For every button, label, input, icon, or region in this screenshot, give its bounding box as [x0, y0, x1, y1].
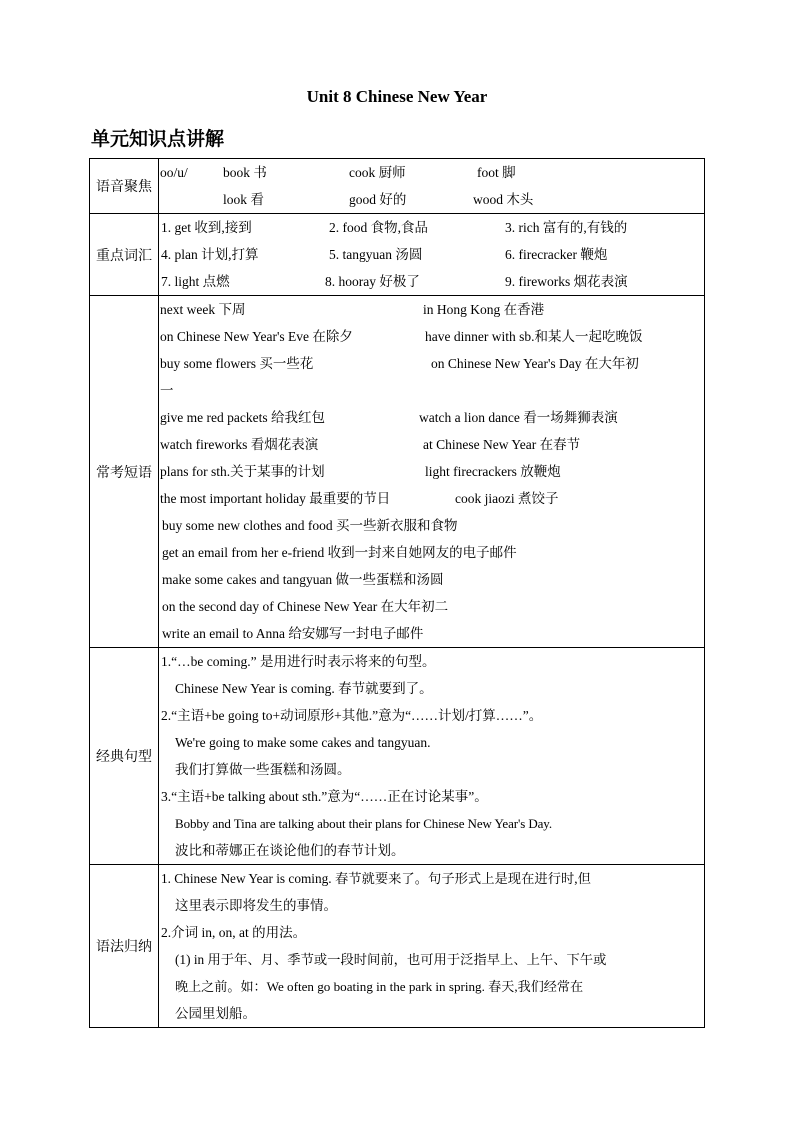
list-item-continuation: 公园里划船。 — [175, 1006, 256, 1021]
list-item — [159, 350, 704, 377]
row-label-vocab: 重点词汇 — [90, 214, 159, 296]
phonics-word: wood 木头 — [473, 192, 534, 207]
list-item: 1.“…be coming.” 是用进行时表示将来的句型。 — [161, 654, 436, 669]
table-row-phonics — [90, 159, 705, 214]
vocab-content — [159, 214, 705, 296]
phrase: on the second day of Chinese New Year 在大年初二 — [162, 599, 449, 614]
phonics-content — [159, 159, 705, 214]
phrase: plans for sth.关于某事的计划 — [160, 464, 325, 479]
phonics-word: cook 厨师 — [349, 165, 406, 180]
list-item — [159, 566, 704, 593]
list-item — [159, 512, 704, 539]
grammar-content — [159, 865, 705, 1028]
list-item — [159, 323, 704, 350]
phrase: watch a lion dance 看一场舞狮表演 — [419, 410, 618, 425]
phrase: buy some new clothes and food 买一些新衣服和食物 — [162, 518, 458, 533]
phrase: at Chinese New Year 在春节 — [423, 437, 581, 452]
vocab-word: 1. get 收到,接到 — [161, 220, 252, 235]
phrase: the most important holiday 最重要的节日 — [160, 491, 391, 506]
phrase: on Chinese New Year's Day 在大年初 — [431, 356, 639, 371]
row-label-sentences: 经典句型 — [90, 648, 159, 865]
list-item: 2.“主语+be going to+动词原形+其他.”意为“……计划/打算……”。 — [161, 708, 543, 723]
phrase: light firecrackers 放鞭炮 — [425, 464, 561, 479]
phrase: on Chinese New Year's Eve 在除夕 — [160, 329, 353, 344]
table-row-vocab — [90, 214, 705, 296]
list-item: 3.“主语+be talking about sth.”意为“……正在讨论某事”。 — [161, 789, 488, 804]
phrase: cook jiaozi 煮饺子 — [455, 491, 559, 506]
vocab-word: 9. fireworks 烟花表演 — [505, 274, 628, 289]
phrases-content — [159, 296, 705, 648]
phrase-continuation: 一 — [160, 383, 174, 398]
list-item — [159, 377, 704, 404]
list-item — [159, 214, 704, 241]
phrase: write an email to Anna 给安娜写一封电子邮件 — [162, 626, 424, 641]
phonics-sound: oo/u/ — [160, 165, 188, 180]
phonics-word: look 看 — [223, 192, 264, 207]
example-translation: 波比和蒂娜正在谈论他们的春节计划。 — [175, 843, 405, 858]
list-item — [159, 404, 704, 431]
phonics-word: foot 脚 — [477, 165, 516, 180]
list-item — [159, 268, 704, 295]
phonics-word: book 书 — [223, 165, 267, 180]
example-sentence: Bobby and Tina are talking about their plans for Chinese New Year's Day. — [175, 816, 553, 831]
example-translation: 我们打算做一些蛋糕和汤圆。 — [175, 762, 351, 777]
list-item — [159, 620, 704, 647]
sentences-content — [159, 648, 705, 865]
list-item — [159, 593, 704, 620]
table-row-grammar — [90, 865, 705, 1028]
section-heading: 单元知识点讲解 — [91, 128, 225, 150]
row-label-phrases: 常考短语 — [90, 296, 159, 648]
table-row-phrases — [90, 296, 705, 648]
example-sentence: Chinese New Year is coming. 春节就要到了。 — [175, 681, 433, 696]
row-label-grammar: 语法归纳 — [90, 865, 159, 1028]
list-item — [159, 186, 704, 213]
list-item — [159, 431, 704, 458]
list-item-continuation: 这里表示即将发生的事情。 — [175, 898, 337, 913]
list-item — [159, 539, 704, 566]
page-title: Unit 8 Chinese New Year — [306, 87, 488, 106]
phrase: next week 下周 — [160, 302, 246, 317]
example-sentence: We're going to make some cakes and tangyuan. — [175, 735, 431, 750]
phrase: have dinner with sb.和某人一起吃晚饭 — [425, 329, 643, 344]
phrase: make some cakes and tangyuan 做一些蛋糕和汤圆 — [162, 572, 444, 587]
list-item — [159, 159, 704, 186]
row-label-phonics: 语音聚焦 — [90, 159, 159, 214]
list-item — [159, 241, 704, 268]
knowledge-table — [89, 158, 705, 1028]
list-item — [159, 458, 704, 485]
table-row-sentences — [90, 648, 705, 865]
list-item: 2.介词 in, on, at 的用法。 — [161, 925, 307, 940]
phrase: in Hong Kong 在香港 — [423, 302, 545, 317]
list-item — [159, 296, 704, 323]
vocab-word: 7. light 点燃 — [161, 274, 230, 289]
phrase: buy some flowers 买一些花 — [160, 356, 314, 371]
phonics-word: good 好的 — [349, 192, 407, 207]
list-item — [159, 485, 704, 512]
phrase: get an email from her e-friend 收到一封来自她网友的电子邮件 — [162, 545, 517, 560]
vocab-word: 2. food 食物,食品 — [329, 220, 428, 235]
vocab-word: 8. hooray 好极了 — [325, 274, 420, 289]
list-item: 1. Chinese New Year is coming. 春节就要来了。句子形式上是现在进行时,但 — [161, 871, 591, 886]
vocab-word: 3. rich 富有的,有钱的 — [505, 220, 628, 235]
vocab-word: 6. firecracker 鞭炮 — [505, 247, 608, 262]
phrase: give me red packets 给我红包 — [160, 410, 325, 425]
list-item: (1) in 用于年、月、季节或一段时间前，也可用于泛指早上、上午、下午或 — [175, 952, 607, 967]
list-item-continuation: 晚上之前。如：We often go boating in the park in spring. 春天,我们经常在 — [175, 979, 584, 994]
phrase: watch fireworks 看烟花表演 — [160, 437, 319, 452]
vocab-word: 5. tangyuan 汤圆 — [329, 247, 423, 262]
vocab-word: 4. plan 计划,打算 — [161, 247, 259, 262]
